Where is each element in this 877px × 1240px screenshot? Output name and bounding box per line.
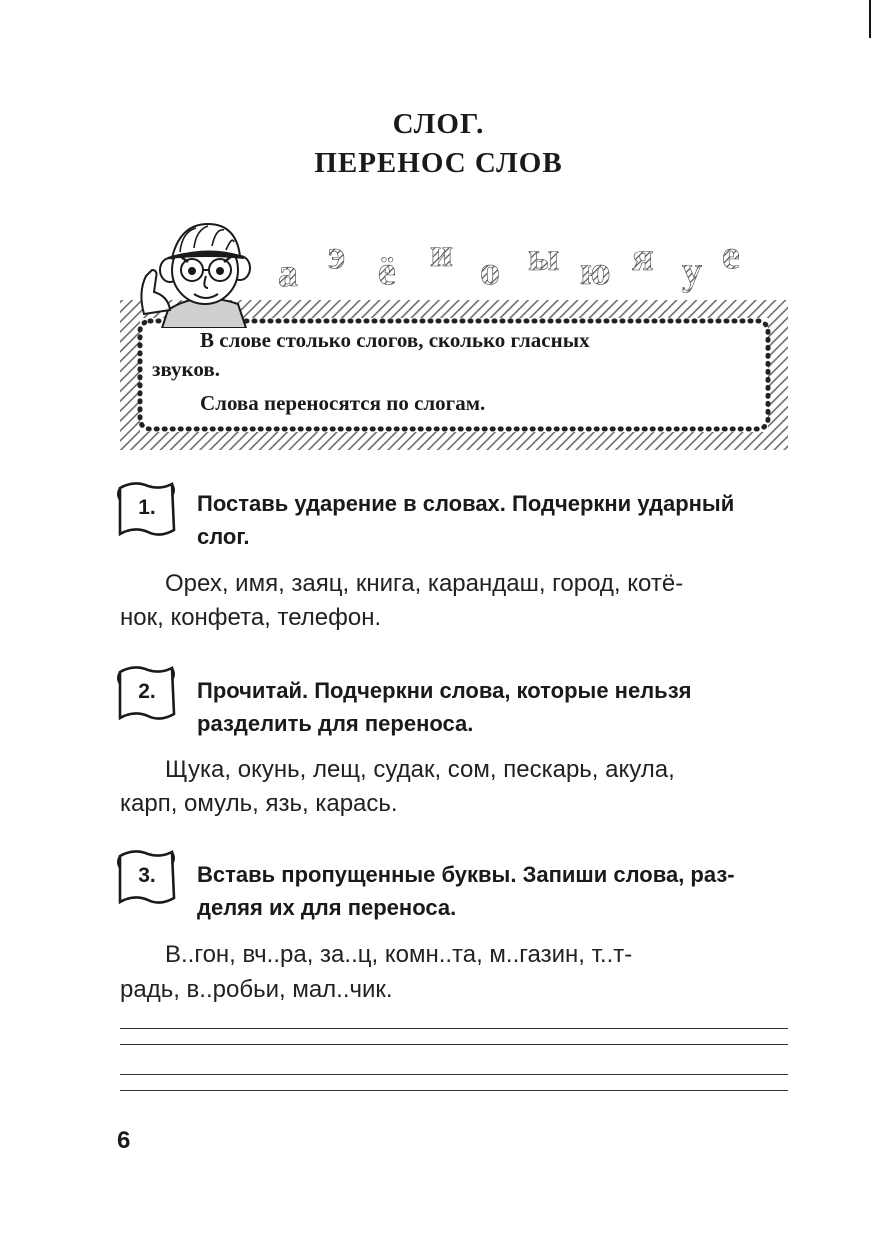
- task-number: 1.: [138, 496, 156, 519]
- task-body-line: карп, омуль, язь, карась.: [120, 790, 398, 817]
- task-body-line: нок, конфета, телефон.: [120, 604, 382, 631]
- vowel-letter: я: [632, 234, 654, 279]
- vowel-letter: э: [328, 232, 346, 277]
- vowel-letter: у: [682, 248, 702, 293]
- task-instruction: деляя их для переноса.: [197, 895, 457, 920]
- vowel-letter: е: [722, 232, 740, 277]
- writing-line[interactable]: [120, 1028, 788, 1029]
- vowel-letter: о: [480, 248, 500, 293]
- writing-line[interactable]: [120, 1044, 788, 1045]
- page-number: 6: [117, 1127, 131, 1154]
- page-title-line2: ПЕРЕНОС СЛОВ: [314, 147, 563, 179]
- task-body-line: В..гон, вч..ра, за..ц, комн..та, м..газин, т..т-: [165, 941, 633, 968]
- page-title-line1: СЛОГ.: [392, 108, 485, 140]
- vowel-letter: ы: [528, 234, 560, 279]
- task-body-line: Щука, окунь, лещ, судак, сом, пескарь, акула,: [165, 756, 675, 783]
- vowel-letter: ё: [378, 248, 396, 293]
- mascot-icon: [128, 218, 268, 328]
- rule-text-line: звуков.: [152, 357, 220, 381]
- vowel-letters: [270, 228, 770, 298]
- task-instruction: Прочитай. Подчеркни слова, которые нельзя: [197, 678, 692, 703]
- rule-text-line: В слове столько слогов, сколько гласных: [200, 328, 590, 352]
- crop-mark: [869, 0, 871, 38]
- task-body-line: Орех, имя, заяц, книга, карандаш, город, котё-: [165, 570, 684, 597]
- task-number: 3.: [138, 864, 156, 887]
- task-instruction: Вставь пропущенные буквы. Запиши слова, раз-: [197, 862, 735, 887]
- writing-line[interactable]: [120, 1090, 788, 1091]
- vowel-letter: и: [430, 230, 454, 275]
- vowel-letter: а: [278, 250, 298, 295]
- task-number: 2.: [138, 680, 156, 703]
- rule-text-line: Слова переносятся по слогам.: [200, 391, 486, 415]
- vowel-letter: ю: [580, 248, 611, 293]
- task-instruction: Поставь ударение в словах. Подчеркни ударный: [197, 491, 735, 516]
- task-body-line: радь, в..робьи, мал..чик.: [120, 976, 393, 1003]
- task-instruction: слог.: [197, 524, 250, 549]
- writing-line[interactable]: [120, 1074, 788, 1075]
- task-instruction: разделить для переноса.: [197, 711, 474, 736]
